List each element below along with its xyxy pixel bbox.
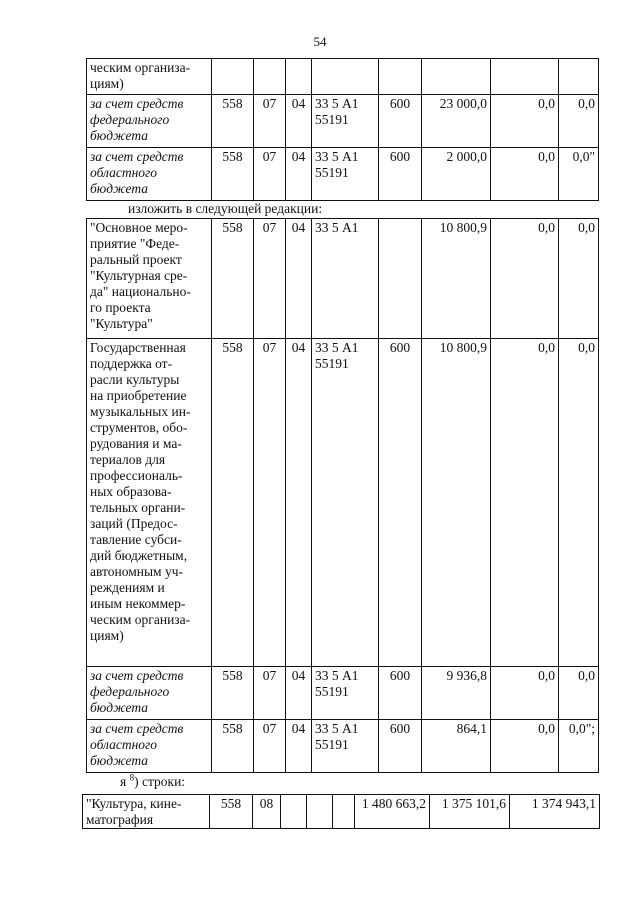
amount-year-2: 0,0 [491,720,559,773]
expense-type-code [379,219,422,339]
amount-year-3: 0,0 [559,219,599,339]
row-description: "Культура, кине- матография [83,795,210,829]
amount-year-3 [559,59,599,95]
rows-caption [120,774,185,790]
expense-type-code: 600 [379,148,422,201]
amount-year-3: 1 374 943,1 [510,795,600,829]
table-row [87,720,599,773]
amount-year-1: 10 800,9 [422,339,491,667]
amount-year-2 [491,59,559,95]
target-article-code: 33 5 А1 55191 [312,339,379,667]
expense-type-code: 600 [379,95,422,148]
table-row [87,95,599,148]
row-description: Государственная поддержка от- расли культуры на приобретение музыкальных ин- струментов, обо- рудования и ма- териалов для профессиональ- ных образова- тельных органи- заций (Предос- тавление субси- дий бюджетным, автономным уч- реждениям и иным некоммер- ческим организа- циям) [87,339,212,667]
amount-year-3: 0,0 [559,95,599,148]
ved-code: 558 [212,148,254,201]
row-description: за счет средств областного бюджета [87,148,212,201]
target-article-code: 33 5 А1 55191 [312,95,379,148]
amount-year-1: 23 000,0 [422,95,491,148]
table-top [86,58,599,201]
amount-year-2: 0,0 [491,667,559,720]
rows-caption-prefix: я [120,774,127,789]
expense-type-code [333,795,355,829]
subsection-code: 04 [286,95,312,148]
target-article-code [307,795,333,829]
amount-year-2: 0,0 [491,95,559,148]
amount-year-2: 1 375 101,6 [430,795,510,829]
table-main [86,218,599,773]
amount-year-2: 0,0 [491,219,559,339]
section-code: 07 [254,219,286,339]
table-row [87,339,599,667]
amount-year-1: 2 000,0 [422,148,491,201]
amount-year-3: 0,0 [559,339,599,667]
amount-year-3: 0,0 [559,667,599,720]
ved-code: 558 [212,339,254,667]
subsection-code: 04 [286,339,312,667]
subsection-code: 04 [286,219,312,339]
footnote-reference: 8 [129,772,135,783]
row-description: за счет средств областного бюджета [87,720,212,773]
amount-year-1: 10 800,9 [422,219,491,339]
target-article-code [312,59,379,95]
rows-caption-suffix: ) строки: [134,774,186,789]
row-description: "Основное меро- приятие "Феде- ральный проект "Культурная сре- да" национально- го проекта "Культура" [87,219,212,339]
amount-year-2: 0,0 [491,339,559,667]
table-row [87,219,599,339]
section-code: 07 [254,667,286,720]
ved-code: 558 [212,720,254,773]
ved-code: 558 [210,795,253,829]
table-bottom [82,794,600,829]
expense-type-code: 600 [379,339,422,667]
ved-code: 558 [212,219,254,339]
target-article-code: 33 5 А1 55191 [312,148,379,201]
expense-type-code [379,59,422,95]
section-code: 07 [254,339,286,667]
amount-year-1: 9 936,8 [422,667,491,720]
amount-year-2: 0,0 [491,148,559,201]
section-code: 07 [254,95,286,148]
target-article-code: 33 5 А1 55191 [312,667,379,720]
section-code: 08 [253,795,281,829]
amount-year-1: 1 480 663,2 [355,795,430,829]
table-row [87,148,599,201]
amount-year-1: 864,1 [422,720,491,773]
row-description: ческим организа- циям) [87,59,212,95]
subsection-code [281,795,307,829]
section-code: 07 [254,720,286,773]
amount-year-3: 0,0" [559,148,599,201]
subsection-code: 04 [286,720,312,773]
target-article-code: 33 5 А1 [312,219,379,339]
target-article-code: 33 5 А1 55191 [312,720,379,773]
expense-type-code: 600 [379,720,422,773]
section-code [254,59,286,95]
subsection-code [286,59,312,95]
table-row [83,795,600,829]
row-description: за счет средств федерального бюджета [87,667,212,720]
section-code: 07 [254,148,286,201]
row-description: за счет средств федерального бюджета [87,95,212,148]
ved-code [212,59,254,95]
page-number: 54 [313,34,327,49]
expense-type-code: 600 [379,667,422,720]
subsection-code: 04 [286,667,312,720]
table-row [87,59,599,95]
ved-code: 558 [212,95,254,148]
table-row [87,667,599,720]
subsection-code: 04 [286,148,312,201]
amount-year-1 [422,59,491,95]
ved-code: 558 [212,667,254,720]
amount-year-3: 0,0"; [559,720,599,773]
edit-caption: изложить в следующей редакции: [128,201,323,216]
